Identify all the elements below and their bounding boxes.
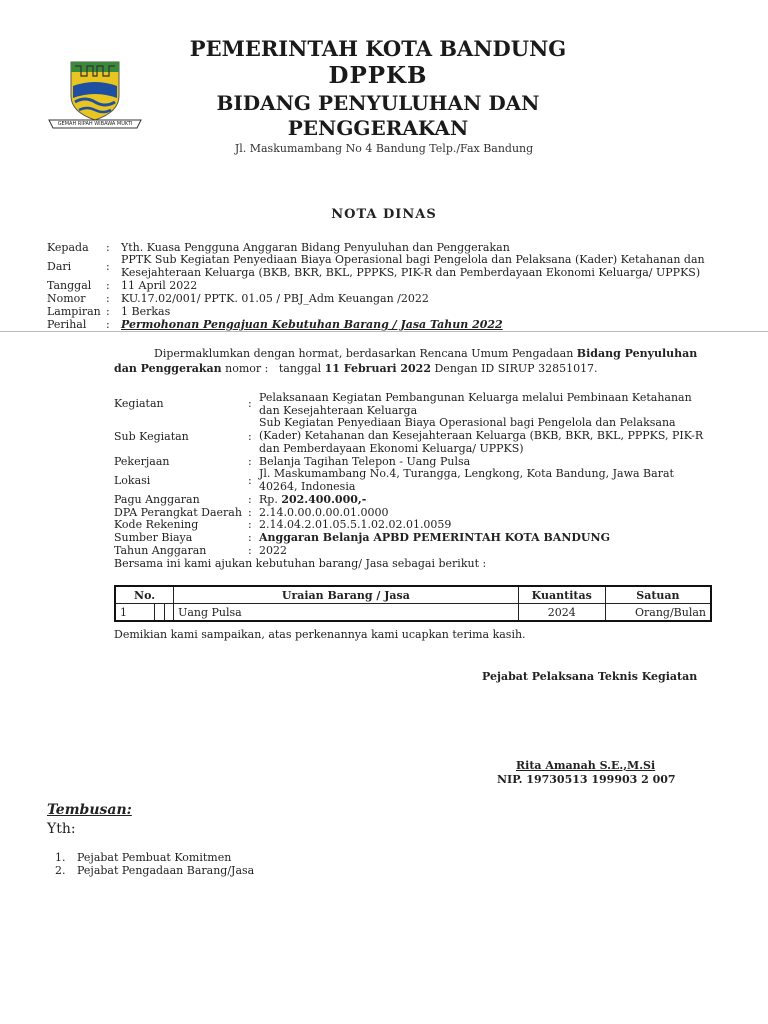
header-government: PEMERINTAH KOTA BANDUNG (189, 36, 567, 61)
lampiran-value: 1 Berkas (121, 305, 171, 318)
dari-label: Dari (47, 260, 72, 273)
logo-motto: GEMAH RIPAH WIBAWA MUKTI (57, 121, 133, 127)
intro-bold-1: Bidang Penyuluhan (576, 347, 698, 360)
pekerjaan-label: Pekerjaan (114, 455, 170, 468)
colon: : (248, 506, 252, 519)
colon: : (248, 531, 252, 544)
cell-spacer (164, 604, 173, 622)
colon: : (106, 241, 110, 254)
col-satuan: Satuan (605, 586, 711, 604)
colon: : (106, 292, 110, 305)
signatory-role: Pejabat Pelaksana Teknis Kegiatan (482, 670, 698, 683)
col-kuantitas: Kuantitas (518, 586, 605, 604)
tembusan-list (47, 851, 254, 877)
header-division-line1: BIDANG PENYULUHAN DAN (216, 91, 540, 115)
closing-text: Demikian kami sampaikan, atas perkenannya kami ucapkan terima kasih. (114, 628, 526, 641)
colon: : (248, 397, 252, 410)
header-agency: DPPKB (328, 62, 428, 89)
cell-satuan: Orang/Bulan (605, 604, 711, 622)
header-address: Jl. Maskumambang No 4 Bandung Telp./Fax Bandung (234, 142, 534, 155)
nomor-value: KU.17.02/001/ PPTK. 01.05 / PBJ_Adm Keuangan /2022 (121, 292, 429, 305)
tahun-value: 2022 (259, 544, 287, 557)
pagu-label: Pagu Anggaran (114, 493, 200, 506)
tahun-label: Tahun Anggaran (114, 544, 207, 557)
kepada-value: Yth. Kuasa Pengguna Anggaran Bidang Penyuluhan dan Penggerakan (121, 241, 510, 254)
intro-text-1: Dipermaklumkan dengan hormat, berdasarkan Rencana Umum Pengadaan (154, 347, 574, 360)
tanggal-value: 11 April 2022 (121, 279, 198, 292)
intro-text-2: nomor : tanggal (225, 362, 322, 375)
colon: : (106, 260, 110, 273)
header-division-line2: PENGGERAKAN (287, 116, 469, 140)
signatory-nip: NIP. 19730513 199903 2 007 (497, 773, 676, 786)
nomor-label: Nomor (47, 292, 86, 305)
signatory-name: Rita Amanah S.E.,M.Si (516, 759, 656, 772)
bersama-text: Bersama ini kami ajukan kebutuhan barang/ Jasa sebagai berikut : (114, 557, 487, 570)
colon: : (248, 518, 252, 531)
lokasi-line2: 40264, Indonesia (259, 480, 356, 493)
colon: : (248, 474, 252, 487)
dari-value-line2: Kesejahteraan Keluarga (BKB, BKR, BKL, PPPKS, PIK-R dan Pemberdayaan Ekonomi Keluarga/ UPPKS) (121, 266, 701, 279)
kegiatan-line2: dan Kesejahteraan Keluarga (259, 404, 418, 417)
list-item: 1. Pejabat Pembuat Komitmen (69, 851, 254, 864)
document-title: NOTA DINAS (331, 207, 437, 222)
rekening-label: Kode Rekening (114, 518, 199, 531)
pagu-value (259, 493, 366, 506)
divider (0, 331, 768, 332)
list-item: 2. Pejabat Pengadaan Barang/Jasa (69, 864, 254, 877)
colon: : (106, 305, 110, 318)
dari-value-line1: PPTK Sub Kegiatan Penyediaan Biaya Operasional bagi Pengelola dan Pelaksana (Kader) Ketahanan dan (121, 253, 705, 266)
pekerjaan-value: Belanja Tagihan Telepon - Uang Pulsa (259, 455, 471, 468)
intro-date: 11 Februari 2022 (324, 362, 431, 375)
colon: : (248, 430, 252, 443)
table-row (115, 604, 711, 622)
tembusan-yth: Yth: (47, 821, 76, 837)
sumber-label: Sumber Biaya (114, 531, 193, 544)
tanggal-label: Tanggal (47, 279, 92, 292)
dpa-label: DPA Perangkat Daerah (114, 506, 242, 519)
sub-kegiatan-line2: (Kader) Ketahanan dan Kesejahteraan Keluarga (BKB, BKR, BKL, PPPKS, PIK-R (259, 429, 704, 442)
colon: : (248, 544, 252, 557)
colon: : (106, 279, 110, 292)
sub-kegiatan-label: Sub Kegiatan (114, 430, 189, 443)
perihal-value: Permohonan Pengajuan Kebutuhan Barang / Jasa Tahun 2022 (121, 318, 503, 331)
colon: : (248, 455, 252, 468)
kepada-label: Kepada (47, 241, 89, 254)
intro-paragraph (114, 346, 722, 376)
col-no: No. (115, 586, 174, 604)
pagu-amount: 202.400.000,- (281, 493, 367, 506)
colon: : (106, 318, 110, 331)
lokasi-label: Lokasi (114, 474, 151, 487)
intro-sirup: Dengan ID SIRUP 32851017. (434, 362, 598, 375)
colon: : (248, 493, 252, 506)
cell-no: 1 (115, 604, 155, 622)
perihal-label: Perihal (47, 318, 87, 331)
tembusan-title: Tembusan: (47, 802, 132, 818)
cell-uraian: Uang Pulsa (174, 604, 519, 622)
cell-spacer (155, 604, 164, 622)
lampiran-label: Lampiran (47, 305, 101, 318)
sumber-value: Anggaran Belanja APBD PEMERINTAH KOTA BANDUNG (259, 531, 610, 544)
cell-kuantitas: 2024 (518, 604, 605, 622)
sub-kegiatan-line3: dan Pemberdayaan Ekonomi Keluarga/ UPPKS) (259, 442, 524, 455)
lokasi-line1: Jl. Maskumambang No.4, Turangga, Lengkong, Kota Bandung, Jawa Barat (259, 467, 674, 480)
intro-bold-2: dan Penggerakan (114, 362, 222, 375)
items-table (114, 585, 712, 622)
pagu-prefix: Rp. (259, 493, 278, 506)
header-division (0, 91, 762, 141)
table-header-row (115, 586, 711, 604)
kegiatan-label: Kegiatan (114, 397, 164, 410)
rekening-value: 2.14.04.2.01.05.5.1.02.02.01.0059 (259, 518, 452, 531)
dpa-value: 2.14.0.00.0.00.01.0000 (259, 506, 389, 519)
kegiatan-line1: Pelaksanaan Kegiatan Pembangunan Keluarga melalui Pembinaan Ketahanan (259, 391, 692, 404)
col-uraian: Uraian Barang / Jasa (174, 586, 519, 604)
sub-kegiatan-line1: Sub Kegiatan Penyediaan Biaya Operasional bagi Pengelola dan Pelaksana (259, 416, 676, 429)
